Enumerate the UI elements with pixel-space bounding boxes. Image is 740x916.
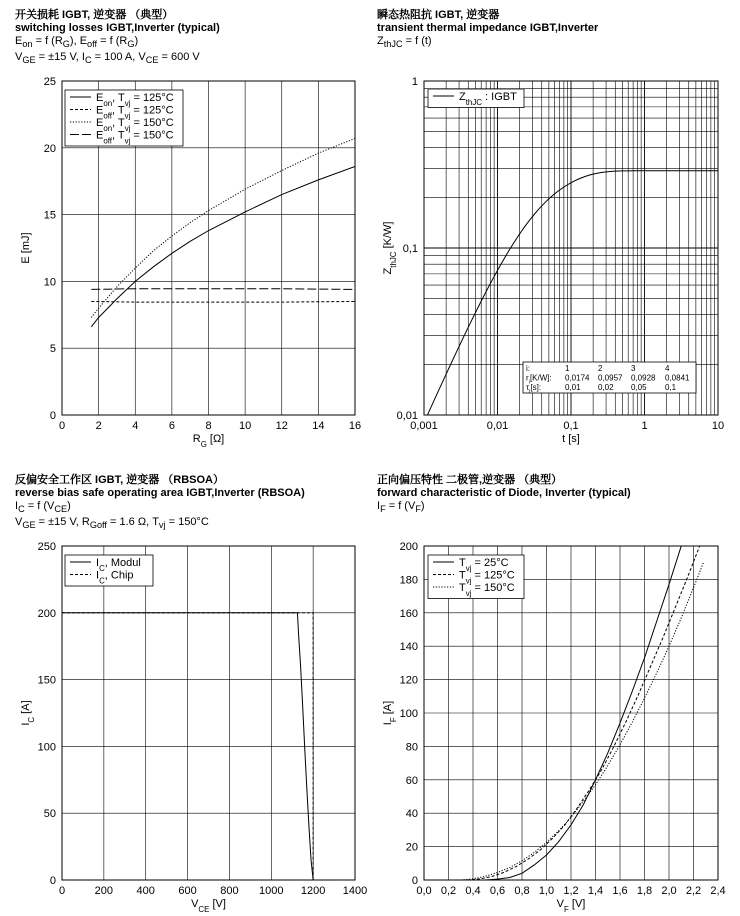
x-tick-label: 0,01	[486, 420, 509, 432]
y-tick-label: 200	[37, 607, 56, 620]
y-axis-label: $I_F$ [A]	[382, 700, 398, 726]
x-tick-label: 800	[220, 885, 239, 897]
x-tick-label: 14	[312, 420, 325, 432]
x-tick-label: 1200	[300, 885, 326, 897]
x-axis-label: $V_{CE}$ [V]	[191, 898, 226, 914]
x-tick-label: 6	[168, 420, 175, 432]
legend-label: $E_{off}$, $T_{vj} = 125^\circ C$	[96, 104, 174, 120]
table-cell: 0,0957	[598, 373, 623, 383]
y-tick-label: 10	[43, 276, 56, 289]
x-tick-label: 4	[132, 420, 139, 432]
formula-2: $V_{GE} = \pm 15$ V, $I_C = 100$ A, $V_{CE} = 600$ V	[15, 51, 200, 66]
x-tick-label: 1,2	[563, 885, 579, 897]
x-tick-label: 10	[239, 420, 252, 432]
title-en: forward characteristic of Diode, Inverter (typical)	[377, 487, 631, 499]
title-zh: 正向偏压特性 二极管,逆变器 （典型）	[377, 474, 563, 486]
x-tick-label: 0,6	[489, 885, 506, 897]
y-tick-label: 1	[411, 76, 418, 88]
x-axis-label: $R_G$ [Ω]	[192, 433, 225, 449]
chart-3	[382, 541, 726, 914]
x-tick-label: 600	[178, 885, 197, 897]
title-en: switching losses IGBT,Inverter (typical)	[15, 22, 220, 34]
y-tick-label: 100	[37, 741, 56, 754]
x-tick-label: 0,8	[514, 885, 530, 897]
x-tick-label: 0,001	[410, 420, 438, 432]
x-tick-label: 1400	[342, 885, 368, 897]
table-cell: 0,0174	[565, 373, 590, 383]
series-line	[91, 301, 355, 302]
formula-1: $E_{on} = f$ $(R_G)$, $E_{off} = f$ $(R_G)$	[15, 35, 139, 50]
legend	[428, 89, 524, 108]
y-tick-label: 5	[49, 343, 56, 356]
legend	[428, 555, 524, 599]
x-tick-label: 0	[58, 885, 66, 897]
legend-label: $Z_{thJC}$ : IGBT	[459, 91, 517, 107]
y-tick-label: 0	[49, 875, 56, 887]
series-line	[91, 138, 355, 317]
y-tick-label: 180	[399, 574, 418, 587]
plot-frame	[62, 546, 355, 880]
legend-label: $T_{vj} = 25^\circ C$	[459, 557, 509, 573]
y-axis-label: $I_C$ [A]	[20, 700, 36, 726]
series-line	[461, 563, 704, 880]
x-tick-label: 0,1	[563, 420, 579, 432]
x-tick-label: 1,6	[612, 885, 628, 897]
x-axis-label: $V_F$ [V]	[556, 898, 586, 914]
table-cell: 0,05	[631, 383, 647, 392]
x-tick-label: 1,4	[587, 885, 604, 897]
legend-label: $E_{off}$, $T_{vj} = 150^\circ C$	[96, 129, 174, 145]
y-tick-label: 60	[405, 774, 418, 787]
title-zh: 开关损耗 IGBT, 逆变器 （典型）	[15, 9, 174, 21]
x-tick-label: 400	[136, 885, 155, 897]
formula-1: $Z_{thJC} = f$ (t)	[377, 35, 432, 50]
x-tick-label: 1	[641, 420, 648, 432]
x-tick-label: 0,0	[416, 885, 432, 897]
y-tick-label: 40	[405, 808, 418, 821]
x-tick-label: 2,4	[710, 885, 726, 897]
chart-0	[20, 76, 361, 449]
y-tick-label: 160	[399, 607, 418, 620]
table-cell: $\tau_i[s]$:	[526, 383, 542, 395]
table-cell: 2	[598, 364, 603, 373]
x-axis-label: t [s]	[562, 433, 580, 445]
legend-label: $T_{vj} = 150^\circ C$	[459, 582, 515, 598]
formula-1: $I_F = f$ $(V_F)$	[377, 500, 425, 515]
legend-label: $I_C$, Modul	[96, 557, 141, 573]
x-tick-label: 2,0	[661, 885, 677, 897]
title-en: reverse bias safe operating area IGBT,Inverter (RBSOA)	[15, 487, 305, 499]
x-tick-label: 2,2	[685, 885, 702, 897]
title-zh: 反偏安全工作区 IGBT, 逆变器 （RBSOA）	[15, 474, 225, 486]
x-tick-label: 10	[711, 420, 725, 432]
y-tick-label: 50	[43, 808, 56, 821]
table-cell: 0,02	[598, 383, 614, 392]
title-zh: 瞬态热阻抗 IGBT, 逆变器	[377, 9, 500, 21]
series-line	[91, 289, 355, 290]
y-tick-label: 120	[399, 674, 418, 687]
y-tick-label: 80	[405, 741, 418, 754]
x-tick-label: 8	[205, 420, 212, 432]
formula-1: $I_C = f$ $(V_{CE})$	[15, 500, 71, 515]
y-tick-label: 20	[405, 841, 418, 854]
table-cell: 0,0928	[631, 373, 656, 383]
y-tick-label: 140	[399, 641, 418, 654]
x-tick-label: 1,0	[538, 885, 555, 897]
grid	[62, 546, 355, 880]
y-tick-label: 0	[49, 410, 56, 422]
y-tick-label: 250	[37, 541, 56, 553]
x-tick-label: 0,2	[440, 885, 457, 897]
y-tick-label: 25	[43, 76, 56, 88]
table-cell: $r_i[K/W]$:	[526, 373, 552, 386]
x-tick-label: 0,4	[465, 885, 481, 897]
table-cell: 0,01	[565, 383, 581, 392]
series-line	[91, 167, 355, 327]
legend-label: $I_C$, Chip	[96, 569, 134, 585]
y-tick-label: 0	[411, 875, 418, 887]
y-axis-label: $Z_{thJC}$ [K/W]	[382, 221, 398, 275]
y-tick-label: 150	[37, 674, 56, 687]
table-cell: 0,0841	[665, 373, 690, 383]
table-cell: 4	[665, 364, 670, 373]
legend	[65, 90, 183, 146]
y-tick-label: 200	[399, 541, 418, 553]
y-tick-label: 0,01	[396, 410, 418, 422]
y-tick-label: 0,1	[402, 243, 418, 255]
table-cell: 0,1	[665, 383, 677, 392]
thermal-param-table	[523, 362, 696, 395]
y-tick-label: 100	[399, 708, 418, 720]
chart-2	[20, 541, 367, 914]
legend-label: $T_{vj} = 125^\circ C$	[459, 569, 515, 585]
y-axis-label: E [mJ]	[20, 232, 32, 264]
chart-1	[382, 76, 724, 445]
x-tick-label: 200	[94, 885, 114, 897]
legend-label: $E_{on}$, $T_{vj} = 150^\circ C$	[96, 117, 174, 133]
x-tick-label: 1,8	[636, 885, 653, 897]
x-tick-label: 0	[58, 420, 66, 432]
table-cell: 3	[631, 364, 636, 373]
table-cell: 1	[565, 364, 570, 373]
x-tick-label: 1000	[259, 885, 284, 897]
legend	[65, 555, 153, 586]
legend-label: $E_{on}$, $T_{vj} = 125^\circ C$	[96, 92, 174, 108]
title-en: transient thermal impedance IGBT,Inverter	[377, 22, 599, 34]
x-tick-label: 12	[275, 420, 288, 432]
formula-2: $V_{GE} = \pm 15$ V, $R_{Goff} = 1.6$ Ω, $T_{vj} = 150^\circ C$	[15, 516, 209, 531]
table-cell: i:	[526, 364, 530, 373]
y-tick-label: 15	[43, 209, 56, 222]
x-tick-label: 2	[95, 420, 102, 432]
y-tick-label: 20	[43, 142, 56, 155]
x-tick-label: 16	[348, 420, 362, 432]
